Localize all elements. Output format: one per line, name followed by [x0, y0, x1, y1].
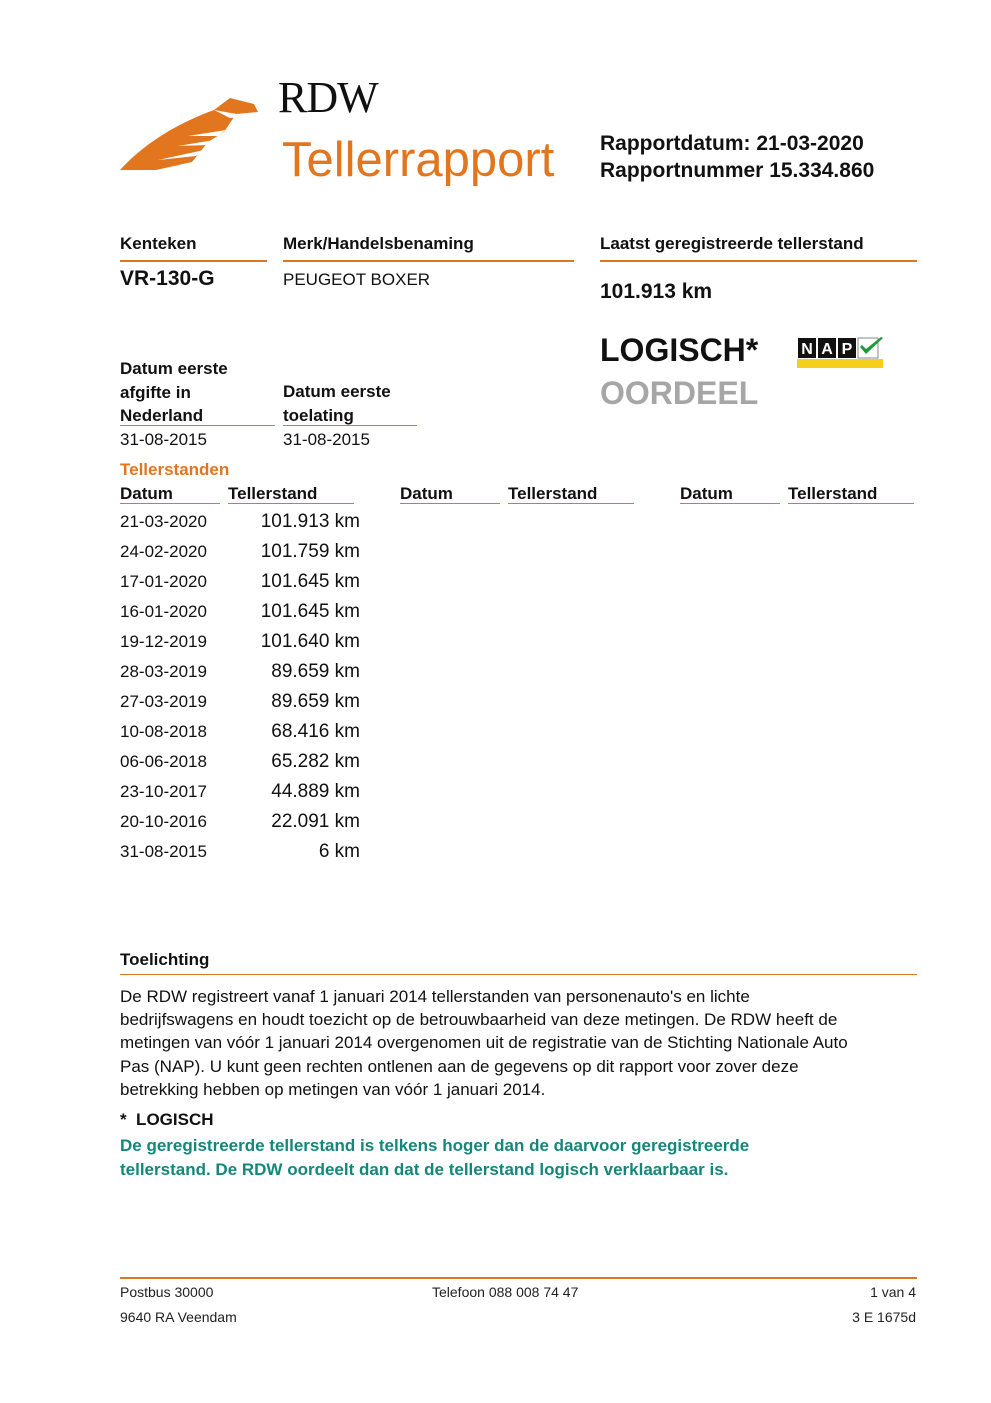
first-issue-label: Datum eerste afgifte in Nederland: [120, 359, 228, 425]
reading-row: 23-10-2017 44.889 km: [120, 781, 360, 802]
footer-page: 1 van 4: [870, 1284, 916, 1300]
plate-label: Kenteken: [120, 234, 197, 253]
footer-address-1: Postbus 30000: [120, 1284, 214, 1300]
first-admission-value: 31-08-2015: [283, 430, 370, 449]
col-reading-header: Tellerstand: [508, 484, 598, 503]
readings-title: Tellerstanden: [120, 460, 230, 479]
footer-phone: Telefoon 088 008 74 47: [432, 1284, 579, 1300]
divider: [788, 503, 914, 504]
reading-row: 17-01-2020 101.645 km: [120, 571, 360, 592]
reading-row: 16-01-2020 101.645 km: [120, 601, 360, 622]
last-reading-label: Laatst geregistreerde tellerstand: [600, 234, 864, 253]
first-admission-label: Datum eerste toelating: [283, 382, 391, 425]
note-text: De geregistreerde tellerstand is telkens hoger dan de daarvoor geregistreerde tellerstand. De RDW oordeelt dan dat de tellerstand logisch verklaarbaar is.: [120, 1136, 750, 1179]
divider: [680, 503, 780, 504]
divider: [283, 425, 417, 426]
divider: [508, 503, 634, 504]
nap-letter: P: [841, 341, 853, 358]
reading-row: 24-02-2020 101.759 km: [120, 541, 360, 562]
note-title: * LOGISCH: [120, 1110, 214, 1129]
reading-row: 06-06-2018 65.282 km: [120, 751, 360, 772]
verdict-label: OORDEEL: [600, 375, 759, 411]
footer-address-2: 9640 RA Veendam: [120, 1309, 237, 1325]
divider: [120, 974, 917, 975]
reading-row: 27-03-2019 89.659 km: [120, 691, 360, 712]
col-date-header: Datum: [120, 484, 173, 503]
footer-code: 3 E 1675d: [852, 1309, 916, 1325]
col-reading-header: Tellerstand: [788, 484, 878, 503]
col-date-header: Datum: [680, 484, 733, 503]
page-title: Tellerrapport: [282, 133, 555, 187]
reading-row: 21-03-2020 101.913 km: [120, 511, 360, 532]
divider: [120, 503, 220, 504]
col-reading-header: Tellerstand: [228, 484, 318, 503]
make-value: PEUGEOT BOXER: [283, 270, 431, 289]
divider: [120, 260, 267, 262]
reading-row: 20-10-2016 22.091 km: [120, 811, 360, 832]
report-date: Rapportdatum: 21-03-2020: [600, 132, 864, 155]
rdw-logo-icon: [118, 96, 263, 176]
divider: [400, 503, 500, 504]
col-date-header: Datum: [400, 484, 453, 503]
divider: [283, 260, 574, 262]
nap-letter: A: [821, 341, 833, 358]
make-label: Merk/Handelsbenaming: [283, 234, 474, 253]
plate-value: VR-130-G: [120, 267, 215, 290]
first-issue-value: 31-08-2015: [120, 430, 207, 449]
divider: [600, 260, 917, 262]
divider: [228, 503, 354, 504]
footer-divider: [120, 1277, 917, 1279]
reading-row: 28-03-2019 89.659 km: [120, 661, 360, 682]
report-number: Rapportnummer 15.334.860: [600, 159, 875, 182]
last-reading-value: 101.913 km: [600, 280, 713, 303]
explanation-title: Toelichting: [120, 950, 210, 969]
nap-check-icon: [797, 337, 885, 369]
reading-row: 10-08-2018 68.416 km: [120, 721, 360, 742]
verdict-result: LOGISCH*: [600, 332, 759, 368]
brand-name: RDW: [278, 73, 378, 122]
reading-row: 31-08-2015 6 km: [120, 841, 360, 862]
reading-row: 19-12-2019 101.640 km: [120, 631, 360, 652]
divider: [120, 425, 275, 426]
nap-letter: N: [801, 341, 813, 358]
explanation-text: De RDW registreert vanaf 1 januari 2014 tellerstanden van personenauto's en lichte bedrijfswagens en houdt toezicht op de betrouwbaarheid van deze metingen. De RDW heeft de metingen van vóór 1 januari 2014 overgenomen uit de registratie van de Stichting Nationale Auto Pas (NAP). U kunt geen rechten ontlenen aan de gegevens op dit rapport voor zover deze betrekking hebben op metingen van vóór 1 januari 2014.: [120, 987, 848, 1099]
